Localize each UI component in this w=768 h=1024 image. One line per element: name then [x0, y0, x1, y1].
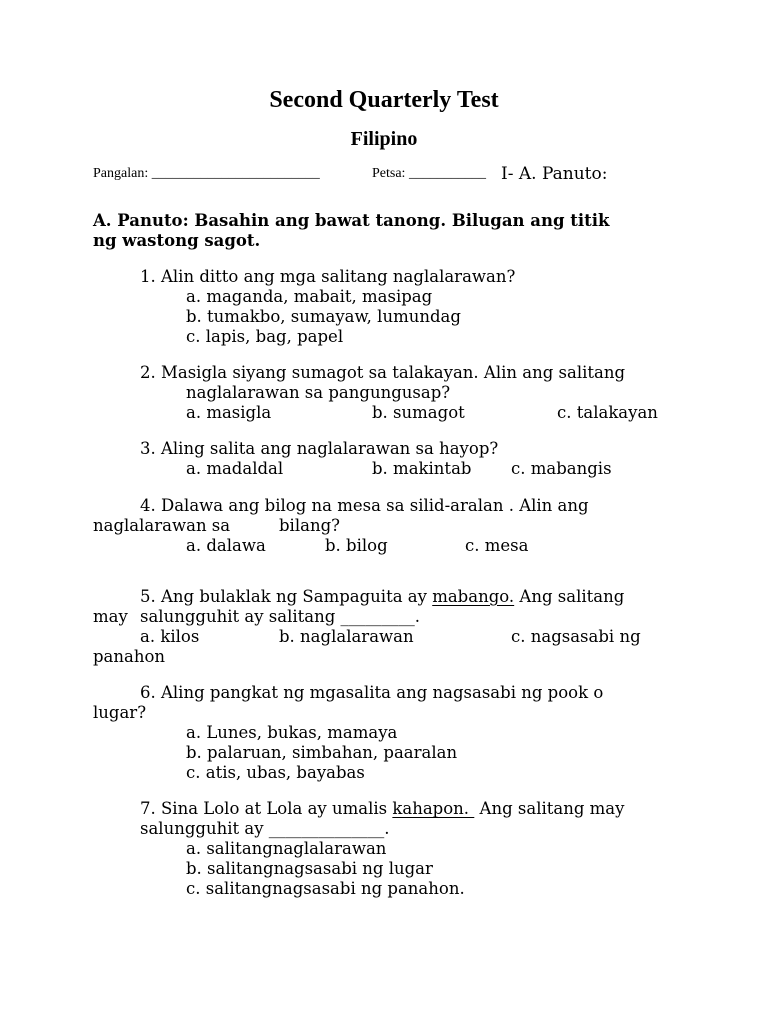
choice-a: a. salitangnaglalarawan	[186, 839, 387, 858]
choice-c-continued: panahon	[93, 647, 166, 666]
underlined-word: mabango.	[432, 587, 515, 606]
question-stem: 2. Masigla siyang sumagot sa talakayan. Alin ang salitang	[140, 363, 626, 382]
question-stem-continued-2: bilang?	[279, 516, 340, 535]
question-stem: 3. Aling salita ang naglalarawan sa hayop?	[140, 439, 499, 458]
choice-a: a. kilos	[140, 627, 200, 646]
choice-b: b. sumagot	[372, 403, 465, 422]
choice-b: b. tumakbo, sumayaw, lumundag	[186, 307, 461, 326]
instructions-line-1: A. Panuto: Basahin ang bawat tanong. Bilugan ang titik	[93, 211, 610, 230]
stem-text: 7. Sina Lolo at Lola ay umalis	[140, 799, 393, 818]
choice-b: b. naglalarawan	[279, 627, 414, 646]
question-stem: 1. Alin ditto ang mga salitang naglalarawan?	[140, 267, 516, 286]
underlined-word: kahapon.	[392, 799, 475, 818]
question-stem-continued: lugar?	[93, 703, 147, 722]
choice-a: a. dalawa	[186, 536, 266, 555]
question-stem-continued-2: salungguhit ay salitang _________.	[140, 607, 421, 626]
choice-c: c. talakayan	[557, 403, 658, 422]
choice-a: a. madaldal	[186, 459, 284, 478]
subject-heading: Filipino	[350, 128, 418, 150]
stem-text: 5. Ang bulaklak ng Sampaguita ay	[140, 587, 433, 606]
question-stem-continued: salungguhit ay ______________.	[140, 819, 390, 838]
choice-c: c. mabangis	[511, 459, 612, 478]
date-field-label: Petsa: ___________	[372, 166, 486, 181]
choice-a: a. maganda, mabait, masipag	[186, 287, 433, 306]
question-stem	[140, 799, 624, 819]
choice-b: b. bilog	[325, 536, 388, 555]
page-title: Second Quarterly Test	[269, 87, 499, 113]
choice-b: b. makintab	[372, 459, 472, 478]
stem-text-end: Ang salitang may	[474, 799, 625, 818]
choice-c: c. nagsasabi ng	[511, 627, 641, 646]
choice-b: b. salitangnagsasabi ng lugar	[186, 859, 433, 878]
choice-c: c. mesa	[465, 536, 529, 555]
question-stem-continued: may	[93, 607, 128, 626]
question-stem-continued: naglalarawan sa	[93, 516, 231, 535]
question-stem-continued: naglalarawan sa pangungusap?	[186, 383, 451, 402]
stem-text-end: Ang salitang	[514, 587, 625, 606]
choice-c: c. lapis, bag, papel	[186, 327, 344, 346]
question-stem	[140, 587, 624, 607]
choice-c: c. atis, ubas, bayabas	[186, 763, 365, 782]
choice-c: c. salitangnagsasabi ng panahon.	[186, 879, 465, 898]
instructions-line-2: ng wastong sagot.	[93, 231, 261, 250]
choice-b: b. palaruan, simbahan, paaralan	[186, 743, 458, 762]
part-label: I- A. Panuto:	[501, 164, 608, 184]
question-stem: 4. Dalawa ang bilog na mesa sa silid-aralan . Alin ang	[140, 496, 589, 515]
name-field-label: Pangalan: ________________________	[93, 166, 320, 181]
choice-a: a. Lunes, bukas, mamaya	[186, 723, 398, 742]
question-stem: 6. Aling pangkat ng mgasalita ang nagsasabi ng pook o	[140, 683, 604, 702]
choice-a: a. masigla	[186, 403, 272, 422]
